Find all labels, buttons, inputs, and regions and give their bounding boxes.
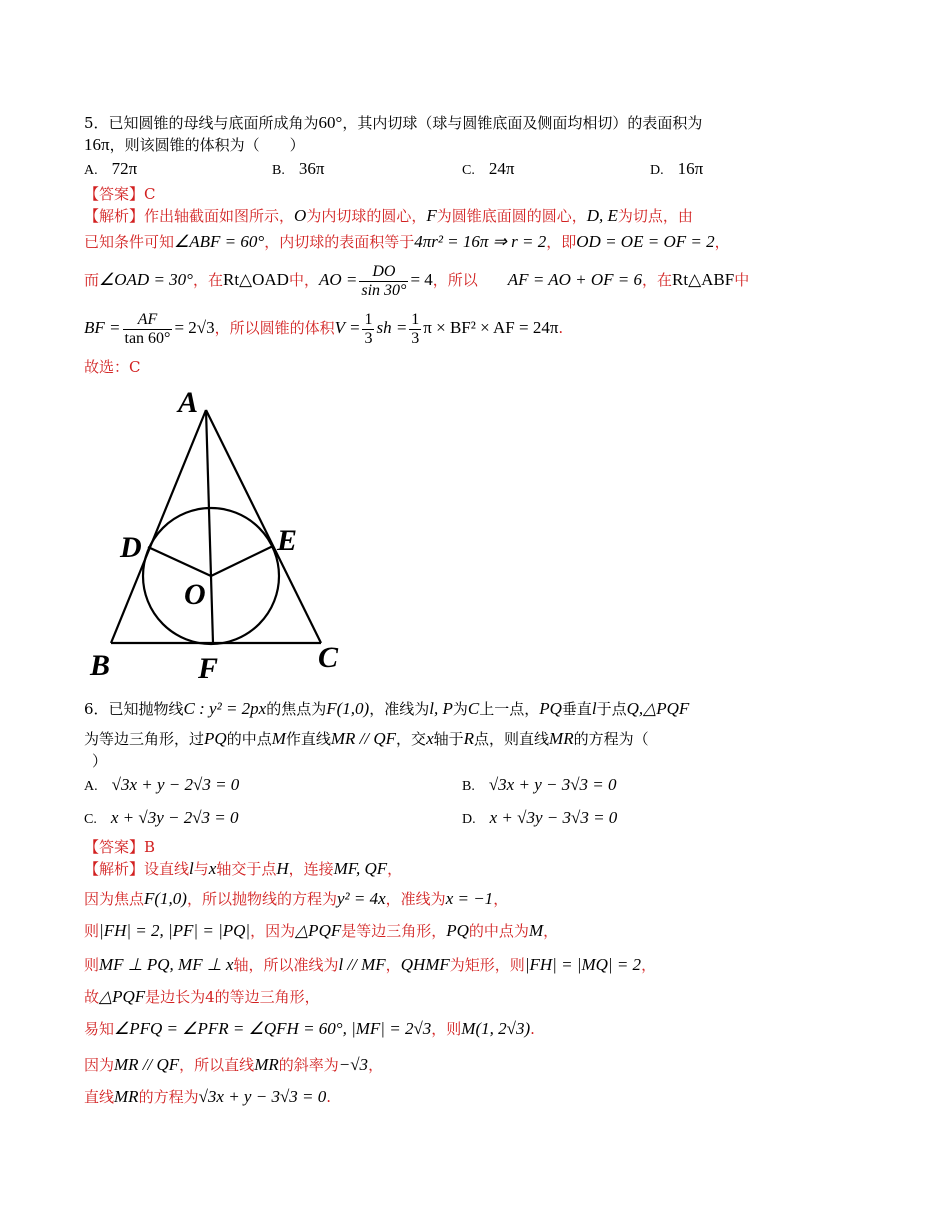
text: 易知 (84, 1020, 115, 1038)
q6-explanation-line4 (84, 954, 656, 976)
q5-stem-text: ，其内切球（球与圆锥底面及侧面均相切）的表面积为 (342, 114, 703, 132)
text: ，所以圆锥的体积 (214, 319, 335, 337)
text: 轴于 (433, 730, 464, 748)
fraction (359, 263, 408, 300)
q5-stem-line1 (84, 112, 702, 134)
math: PQ (204, 729, 227, 748)
numerator: 1 (364, 310, 373, 328)
label-b: B (90, 649, 111, 682)
q5-stem-text: ，则该圆锥的体积为（ ） (109, 136, 305, 154)
label-a: A (178, 386, 199, 419)
denominator: 3 (364, 329, 373, 347)
q5-stem-line2 (84, 134, 305, 156)
math: ∠OAD = 30° (99, 270, 193, 289)
option-label: A. (84, 163, 98, 178)
text: ，即 (546, 233, 577, 251)
text: 轴交于点 (216, 860, 277, 878)
option-value: √3x + y − 3√3 = 0 (488, 775, 617, 794)
math: M(1, 2√3) (461, 1019, 531, 1038)
text: ， (493, 890, 509, 908)
text: 垂直 (561, 700, 592, 718)
text: ，所以直线 (179, 1056, 255, 1074)
q5-area-value: 16π (84, 135, 110, 154)
text: ，在 (642, 271, 673, 289)
q5-stem-text: 5．已知圆锥的母线与底面所成角为 (84, 114, 319, 132)
text: ，所以抛物线的方程为 (186, 890, 337, 908)
option-value: 72π (111, 159, 138, 178)
numerator: DO (359, 263, 408, 282)
text: ，连接 (288, 860, 334, 878)
math: O (294, 206, 307, 225)
math: π × BF² × AF = 24π (423, 318, 559, 337)
option-value: 16π (677, 159, 704, 178)
math: ∠PFQ = ∠PFR = ∠QFH = 60°, |MF| = 2√3 (114, 1019, 432, 1038)
text: . (326, 1088, 332, 1106)
text: 中 (734, 271, 750, 289)
math: MR (254, 1055, 279, 1074)
axis-af (206, 410, 213, 643)
math: M (528, 921, 544, 940)
q6-option-a (84, 775, 239, 795)
numerator: AF (123, 311, 173, 330)
text: ，交 (396, 730, 427, 748)
math: l (189, 859, 194, 878)
math: PQ (446, 921, 469, 940)
math: MR // QF (114, 1055, 180, 1074)
q6-explanation-line6 (84, 1018, 535, 1040)
text: ， (387, 860, 403, 878)
text: ， (641, 956, 657, 974)
cone-axial-section-figure (84, 380, 354, 685)
text: 的斜率为 (278, 1056, 339, 1074)
math: OD = OE = OF = 2 (576, 232, 715, 251)
math: Rt△ABF (672, 270, 735, 289)
math: |FH| = 2, |PF| = |PQ| (99, 921, 251, 940)
option-label: D. (462, 812, 476, 827)
math: MR (549, 729, 574, 748)
option-label: C. (84, 812, 97, 827)
segment-oe (211, 546, 273, 576)
option-value: √3x + y − 2√3 = 0 (111, 775, 240, 794)
text: 因为 (84, 1056, 115, 1074)
math: x (426, 729, 434, 748)
text: 则 (84, 956, 100, 974)
q5-explanation-line1 (84, 205, 693, 227)
q6-stem-line2 (84, 728, 649, 750)
q6-option-d (462, 808, 617, 828)
text: 于点 (596, 700, 627, 718)
side-ac (206, 410, 321, 643)
text: 已知条件可知 (84, 233, 175, 251)
math: MF ⊥ PQ, MF ⊥ x (99, 955, 234, 974)
text: 轴，所以准线为 (233, 956, 339, 974)
text: ，所以 (432, 271, 478, 289)
text: 6．已知抛物线 (84, 700, 184, 718)
q5-option-a (84, 159, 137, 179)
math: Rt△OAD (222, 270, 289, 289)
option-label: B. (462, 779, 475, 794)
q5-explanation-line2 (84, 231, 730, 253)
explanation-label: 【解析】 (84, 860, 145, 878)
q5-option-c (462, 159, 514, 179)
text: 上一点， (479, 700, 540, 718)
math: sh = (376, 318, 408, 337)
q6-option-c (84, 808, 239, 828)
text: 作出轴截面如图所示， (144, 207, 295, 225)
text: 为矩形，则 (449, 956, 525, 974)
q6-explanation-line8 (84, 1086, 331, 1108)
math: M (271, 729, 286, 748)
text: 为切点，由 (617, 207, 693, 225)
text: ， (385, 956, 401, 974)
math: C (467, 699, 480, 718)
text: 的方程为（ (573, 730, 649, 748)
math: V = (334, 318, 361, 337)
text: 是等边三角形， (341, 922, 447, 940)
text: 故 (84, 988, 100, 1006)
q5-answer: 【答案】C (84, 185, 156, 203)
q6-explanation-line2 (84, 888, 508, 910)
q6-explanation-line3 (84, 920, 558, 942)
math: MF, QF (333, 859, 388, 878)
math: QHMF (400, 955, 450, 974)
label-o: O (184, 578, 206, 611)
math: F(1,0) (326, 699, 370, 718)
text: ，准线为 (369, 700, 430, 718)
math: MR (114, 1087, 139, 1106)
math: √3x + y − 3√3 = 0 (198, 1087, 327, 1106)
math: = 2√3 (174, 318, 215, 337)
option-value: x + √3y − 2√3 = 0 (110, 808, 239, 827)
q6-answer: 【答案】B (84, 838, 156, 856)
option-value: 24π (488, 159, 515, 178)
q5-explanation-line4 (84, 306, 563, 350)
text: 的方程为 (138, 1088, 199, 1106)
q6-stem-line3: ） (92, 752, 108, 770)
text: . (530, 1020, 535, 1038)
text: ，准线为 (385, 890, 446, 908)
text: ，在 (192, 271, 223, 289)
math: △PQF (99, 987, 146, 1006)
math: |FH| = |MQ| = 2 (524, 955, 642, 974)
math: △PQF (295, 921, 342, 940)
text: 作直线 (285, 730, 331, 748)
option-value: x + √3y − 3√3 = 0 (489, 808, 618, 827)
q5-angle: 60° (318, 113, 343, 132)
math: l (591, 699, 597, 718)
q5-explanation-line3 (84, 258, 749, 302)
math: l, P (429, 699, 453, 718)
q5-option-d (650, 159, 703, 179)
text: 为等边三角形，过 (84, 730, 205, 748)
math: AO = (318, 270, 358, 289)
text: 的中点为 (468, 922, 529, 940)
text: . (558, 319, 564, 337)
text: ，内切球的表面积等于 (264, 233, 415, 251)
math: −√3 (338, 1055, 369, 1074)
text: 是边长为4的等边三角形， (145, 988, 320, 1006)
math: 4πr² = 16π ⇒ r = 2 (414, 232, 547, 251)
math: AF = AO + OF = 6 (507, 270, 642, 289)
q6-option-b (462, 775, 617, 795)
math: H (276, 859, 289, 878)
fraction (362, 311, 374, 348)
math: y² = 4x (337, 889, 386, 908)
text: ，因为 (250, 922, 296, 940)
text: ，则 (431, 1020, 462, 1038)
math: C : y² = 2px (183, 699, 267, 718)
math: R (463, 729, 475, 748)
option-label: B. (272, 163, 285, 178)
fraction (409, 311, 421, 348)
text: 的焦点为 (266, 700, 327, 718)
math: BF = (84, 318, 121, 337)
text: 因为焦点 (84, 890, 145, 908)
explanation-label: 【解析】 (84, 207, 145, 225)
label-e: E (277, 524, 298, 557)
text: ， (368, 1056, 384, 1074)
text: 则 (84, 922, 100, 940)
label-f: F (198, 652, 219, 685)
text: 而 (84, 271, 100, 289)
text: 为圆锥底面圆的圆心， (436, 207, 587, 225)
denominator: tan 60° (124, 329, 171, 347)
option-label: D. (650, 163, 664, 178)
option-value: 36π (298, 159, 325, 178)
math: F (426, 206, 437, 225)
text: 与 (193, 860, 209, 878)
q6-explanation-line1 (84, 858, 402, 880)
math: l // MF (338, 955, 386, 974)
math: x = −1 (445, 889, 494, 908)
math: F(1,0) (144, 889, 187, 908)
math: = 4 (410, 270, 433, 289)
segment-od (148, 547, 211, 576)
math: x (208, 859, 217, 878)
q6-explanation-line7 (84, 1054, 383, 1076)
text: ， (714, 233, 730, 251)
q6-stem-line1 (84, 698, 689, 720)
label-d: D (120, 531, 142, 564)
option-label: C. (462, 163, 475, 178)
text: ， (543, 922, 559, 940)
text: 点，则直线 (474, 730, 550, 748)
numerator: 1 (411, 310, 420, 328)
denominator: 3 (411, 329, 420, 347)
fraction (123, 311, 173, 348)
math: D, E (586, 206, 618, 225)
math: MR // QF (330, 729, 397, 748)
option-label: A. (84, 779, 98, 794)
label-c: C (318, 641, 339, 674)
q5-conclusion: 故选：C (84, 358, 141, 376)
text: 设直线 (144, 860, 190, 878)
q5-option-b (272, 159, 324, 179)
math: Q,△PQF (626, 699, 690, 718)
text: 的中点 (226, 730, 272, 748)
text: 中， (288, 271, 319, 289)
q6-explanation-line5 (84, 986, 320, 1008)
math: ∠ABF = 60° (174, 232, 265, 251)
text: 为 (452, 700, 468, 718)
text: 直线 (84, 1088, 115, 1106)
math: PQ (539, 699, 562, 718)
denominator: sin 30° (361, 281, 407, 299)
text: 为内切球的圆心， (306, 207, 427, 225)
